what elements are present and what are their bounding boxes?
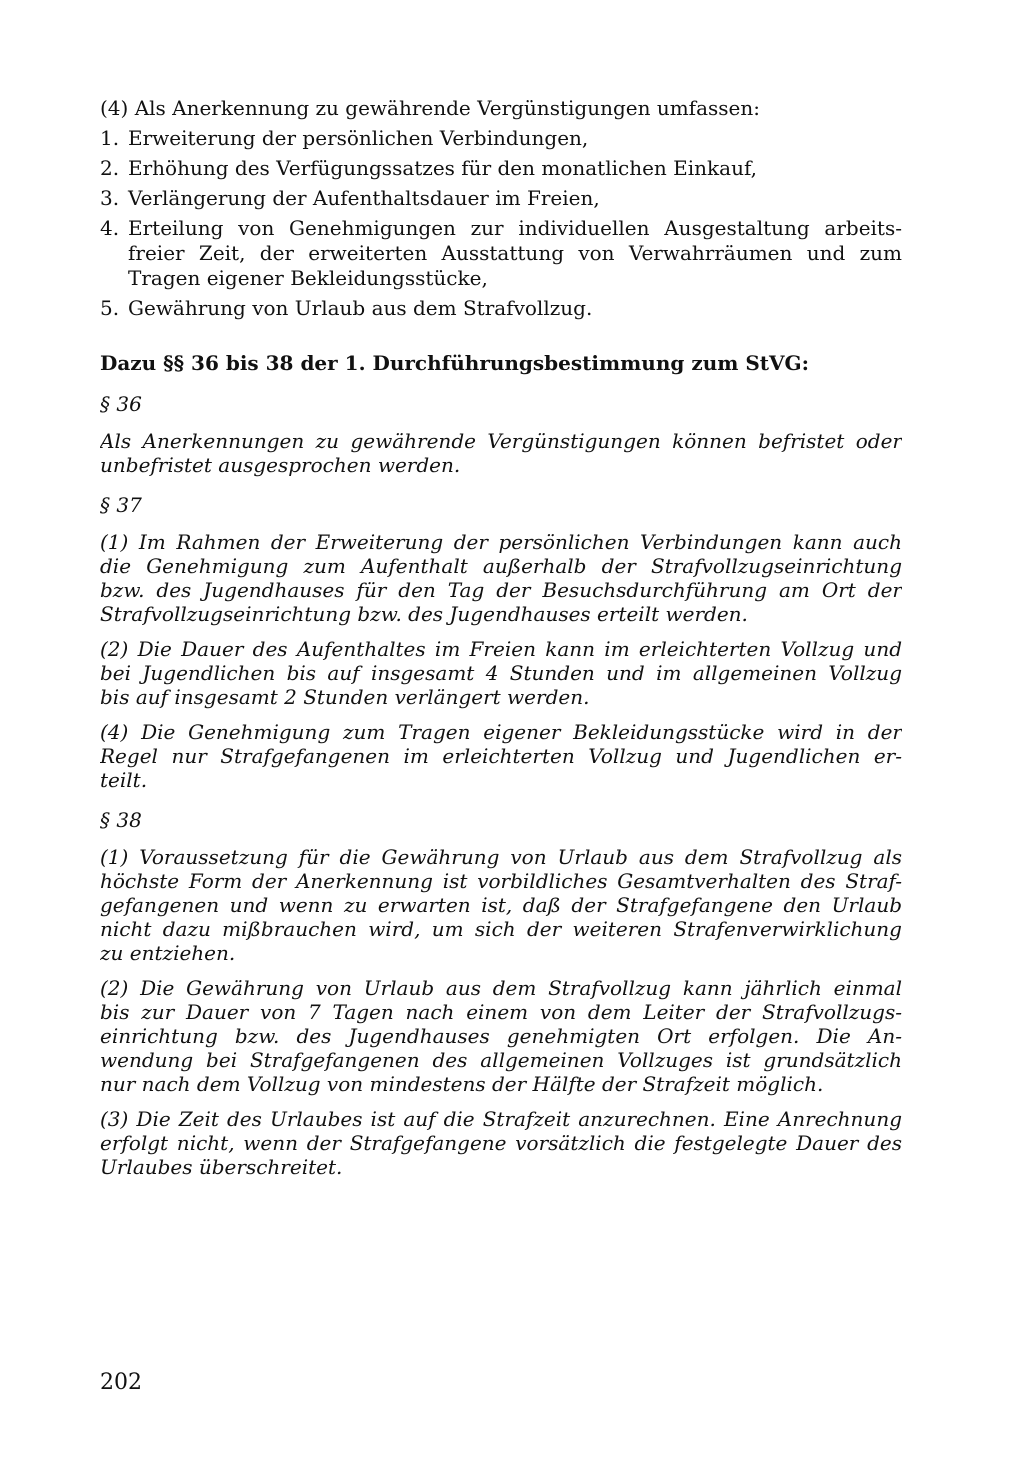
paragraph-line: nicht dazu mißbrauchen wird, um sich der weiteren Strafenverwirklichung xyxy=(100,917,902,941)
paragraph-line: teilt. xyxy=(100,768,148,792)
paragraph xyxy=(100,429,902,477)
paragraph xyxy=(100,530,902,626)
section-title: § 38 xyxy=(100,808,142,832)
list-item-number: 5. xyxy=(100,296,120,320)
paragraph-line: bzw. des Jugendhauses für den Tag der Besuchsdurchführung am Ort der xyxy=(100,578,902,602)
section-36 xyxy=(100,392,902,477)
list-item-line: Verlängerung der Aufenthaltsdauer im Freien, xyxy=(128,186,600,210)
list-item-number: 4. xyxy=(100,216,120,240)
paragraph-line: (3) Die Zeit des Urlaubes ist auf die Strafzeit anzurechnen. Eine Anrechnung xyxy=(100,1107,902,1131)
paragraph-line: (4) Die Genehmigung zum Tragen eigener Bekleidungsstücke wird in der xyxy=(100,720,902,744)
intro-line: (4) Als Anerkennung zu gewährende Vergünstigungen umfassen: xyxy=(100,96,760,120)
paragraph-line: erfolgt nicht, wenn der Strafgefangene vorsätzlich die festgelegte Dauer des xyxy=(100,1131,902,1155)
paragraph-line: (2) Die Dauer des Aufenthaltes im Freien kann im erleichterten Vollzug und xyxy=(100,637,902,661)
list-item xyxy=(100,126,902,151)
paragraph-line: wendung bei Strafgefangenen des allgemeinen Vollzuges ist grundsätzlich xyxy=(100,1048,902,1072)
list-item-line: Tragen eigener Bekleidungsstücke, xyxy=(128,266,488,290)
paragraph-line: einrichtung bzw. des Jugendhauses genehmigten Ort erfolgen. Die An- xyxy=(100,1024,902,1048)
list-item-number: 1. xyxy=(100,126,120,150)
list-item-number: 3. xyxy=(100,186,120,210)
list-item xyxy=(100,216,902,291)
benefits-list xyxy=(100,126,902,321)
paragraph xyxy=(100,845,902,965)
paragraph-line: Strafvollzugseinrichtung bzw. des Jugendhauses erteilt werden. xyxy=(100,602,748,626)
list-item-line: freier Zeit, der erweiterten Ausstattung von Verwahrräumen und zum xyxy=(128,241,902,265)
list-item-line: Gewährung von Urlaub aus dem Strafvollzug. xyxy=(128,296,593,320)
paragraph-line: höchste Form der Anerkennung ist vorbildliches Gesamtverhalten des Straf- xyxy=(100,869,902,893)
paragraph-line: nur nach dem Vollzug von mindestens der Hälfte der Strafzeit möglich. xyxy=(100,1072,824,1096)
paragraph-line: Als Anerkennungen zu gewährende Vergünstigungen können befristet oder xyxy=(100,429,902,453)
list-item-line: Erweiterung der persönlichen Verbindungen, xyxy=(128,126,589,150)
paragraph-line: bis zur Dauer von 7 Tagen nach einem von dem Leiter der Strafvollzugs- xyxy=(100,1000,902,1024)
paragraph-line: (1) Im Rahmen der Erweiterung der persönlichen Verbindungen kann auch xyxy=(100,530,902,554)
page-number: 202 xyxy=(100,1370,142,1395)
paragraph-line: bis auf insgesamt 2 Stunden verlängert werden. xyxy=(100,685,590,709)
paragraph xyxy=(100,720,902,792)
list-item xyxy=(100,156,902,181)
paragraph-line: die Genehmigung zum Aufenthalt außerhalb der Strafvollzugseinrichtung xyxy=(100,554,902,578)
section-heading: Dazu §§ 36 bis 38 der 1. Durchführungsbestimmung zum StVG: xyxy=(100,351,810,375)
list-item-line: Erteilung von Genehmigungen zur individuellen Ausgestaltung arbeits- xyxy=(128,216,902,240)
paragraph-line: (1) Voraussetzung für die Gewährung von Urlaub aus dem Strafvollzug als xyxy=(100,845,902,869)
section-title: § 36 xyxy=(100,392,142,416)
paragraph-line: bei Jugendlichen bis auf insgesamt 4 Stunden und im allgemeinen Vollzug xyxy=(100,661,902,685)
list-item-line: Erhöhung des Verfügungssatzes für den monatlichen Einkauf, xyxy=(128,156,758,180)
list-item xyxy=(100,296,902,321)
list-item xyxy=(100,186,902,211)
section-38 xyxy=(100,808,902,1179)
paragraph xyxy=(100,1107,902,1179)
paragraph-line: unbefristet ausgesprochen werden. xyxy=(100,453,461,477)
document-page xyxy=(100,96,902,1190)
paragraph-line: Urlaubes überschreitet. xyxy=(100,1155,343,1179)
section-37 xyxy=(100,493,902,792)
paragraph xyxy=(100,637,902,709)
paragraph-line: gefangenen und wenn zu erwarten ist, daß der Strafgefangene den Urlaub xyxy=(100,893,902,917)
section-title: § 37 xyxy=(100,493,142,517)
paragraph xyxy=(100,976,902,1096)
paragraph-line: (2) Die Gewährung von Urlaub aus dem Strafvollzug kann jährlich einmal xyxy=(100,976,902,1000)
paragraph-line: Regel nur Strafgefangenen im erleichterten Vollzug und Jugendlichen er- xyxy=(100,744,902,768)
list-item-number: 2. xyxy=(100,156,120,180)
paragraph-line: zu entziehen. xyxy=(100,941,236,965)
